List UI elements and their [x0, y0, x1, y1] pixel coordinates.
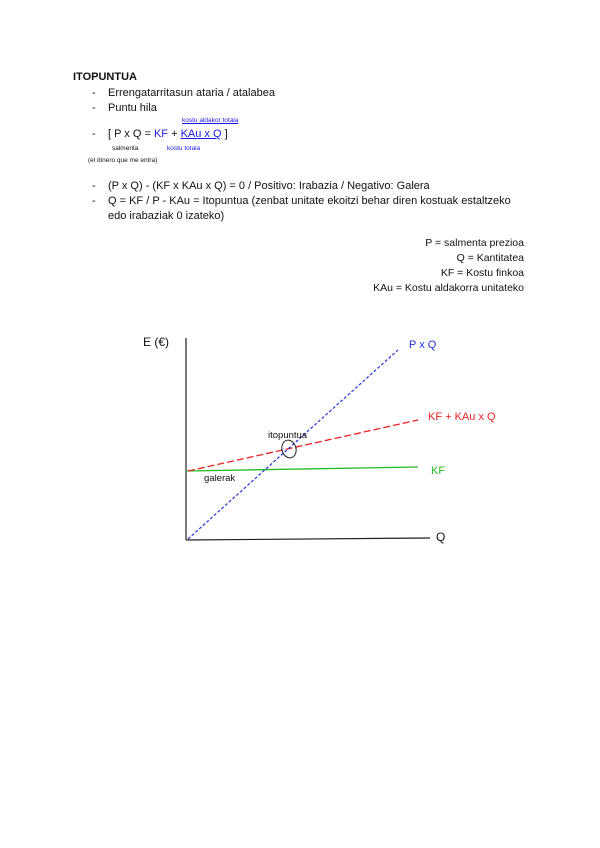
- bullet-dash: -: [92, 195, 96, 207]
- bullet-dash: -: [92, 128, 96, 140]
- formula-close: ]: [221, 128, 228, 140]
- total-cost-line-label: KF + KAu x Q: [428, 411, 496, 423]
- formula-annotation-note: (el dinero que me entra): [88, 157, 158, 164]
- formula-kf: KF: [153, 128, 169, 140]
- formula-annotation-salmenta: salmenta: [112, 145, 139, 152]
- revenue-line-label: P x Q: [409, 339, 437, 351]
- total-cost-line: [188, 420, 418, 471]
- kf-line-label: KF: [431, 465, 446, 477]
- bullet-dash: -: [92, 102, 96, 114]
- x-axis: [186, 538, 430, 540]
- bullet-text: Puntu hila: [108, 102, 157, 114]
- formula-annotation-kostu: kostu totala: [167, 145, 201, 152]
- revenue-line: [188, 350, 398, 539]
- formula-kau-q: KAu x Q: [180, 128, 222, 140]
- break-even-point-label: itopuntua: [268, 430, 308, 441]
- loss-area-label: galerak: [204, 473, 236, 484]
- definition-q: Q = Kantitatea: [456, 252, 524, 264]
- definition-kau: KAu = Kostu aldakorra unitateko: [373, 282, 524, 294]
- document-title: ITOPUNTUA: [73, 71, 137, 83]
- bullet-text: Errengatarritasun ataria / atalabea: [108, 87, 275, 99]
- formula-annotation-top: kostu aldakor totala: [182, 117, 239, 124]
- x-axis-label: Q: [436, 530, 446, 544]
- bullet-dash: -: [92, 180, 96, 192]
- formula-plus: +: [168, 128, 181, 140]
- bullet-dash: -: [92, 87, 96, 99]
- bullet-text: (P x Q) - (KF x KAu x Q) = 0 / Positivo: Irabazia / Negativo: Galera: [108, 180, 430, 192]
- bullet-text-continued: edo irabaziak 0 izateko): [108, 210, 225, 222]
- definition-p: P = salmenta prezioa: [425, 237, 524, 249]
- kf-line: [186, 467, 418, 471]
- definition-kf: KF = Kostu finkoa: [440, 267, 524, 279]
- formula-open: [ P x Q =: [108, 128, 154, 140]
- bullet-text: Q = KF / P - KAu = Itopuntua (zenbat unitate ekoitzi behar diren kostuak estaltzeko: [108, 195, 511, 207]
- y-axis-label: E (€): [143, 335, 170, 349]
